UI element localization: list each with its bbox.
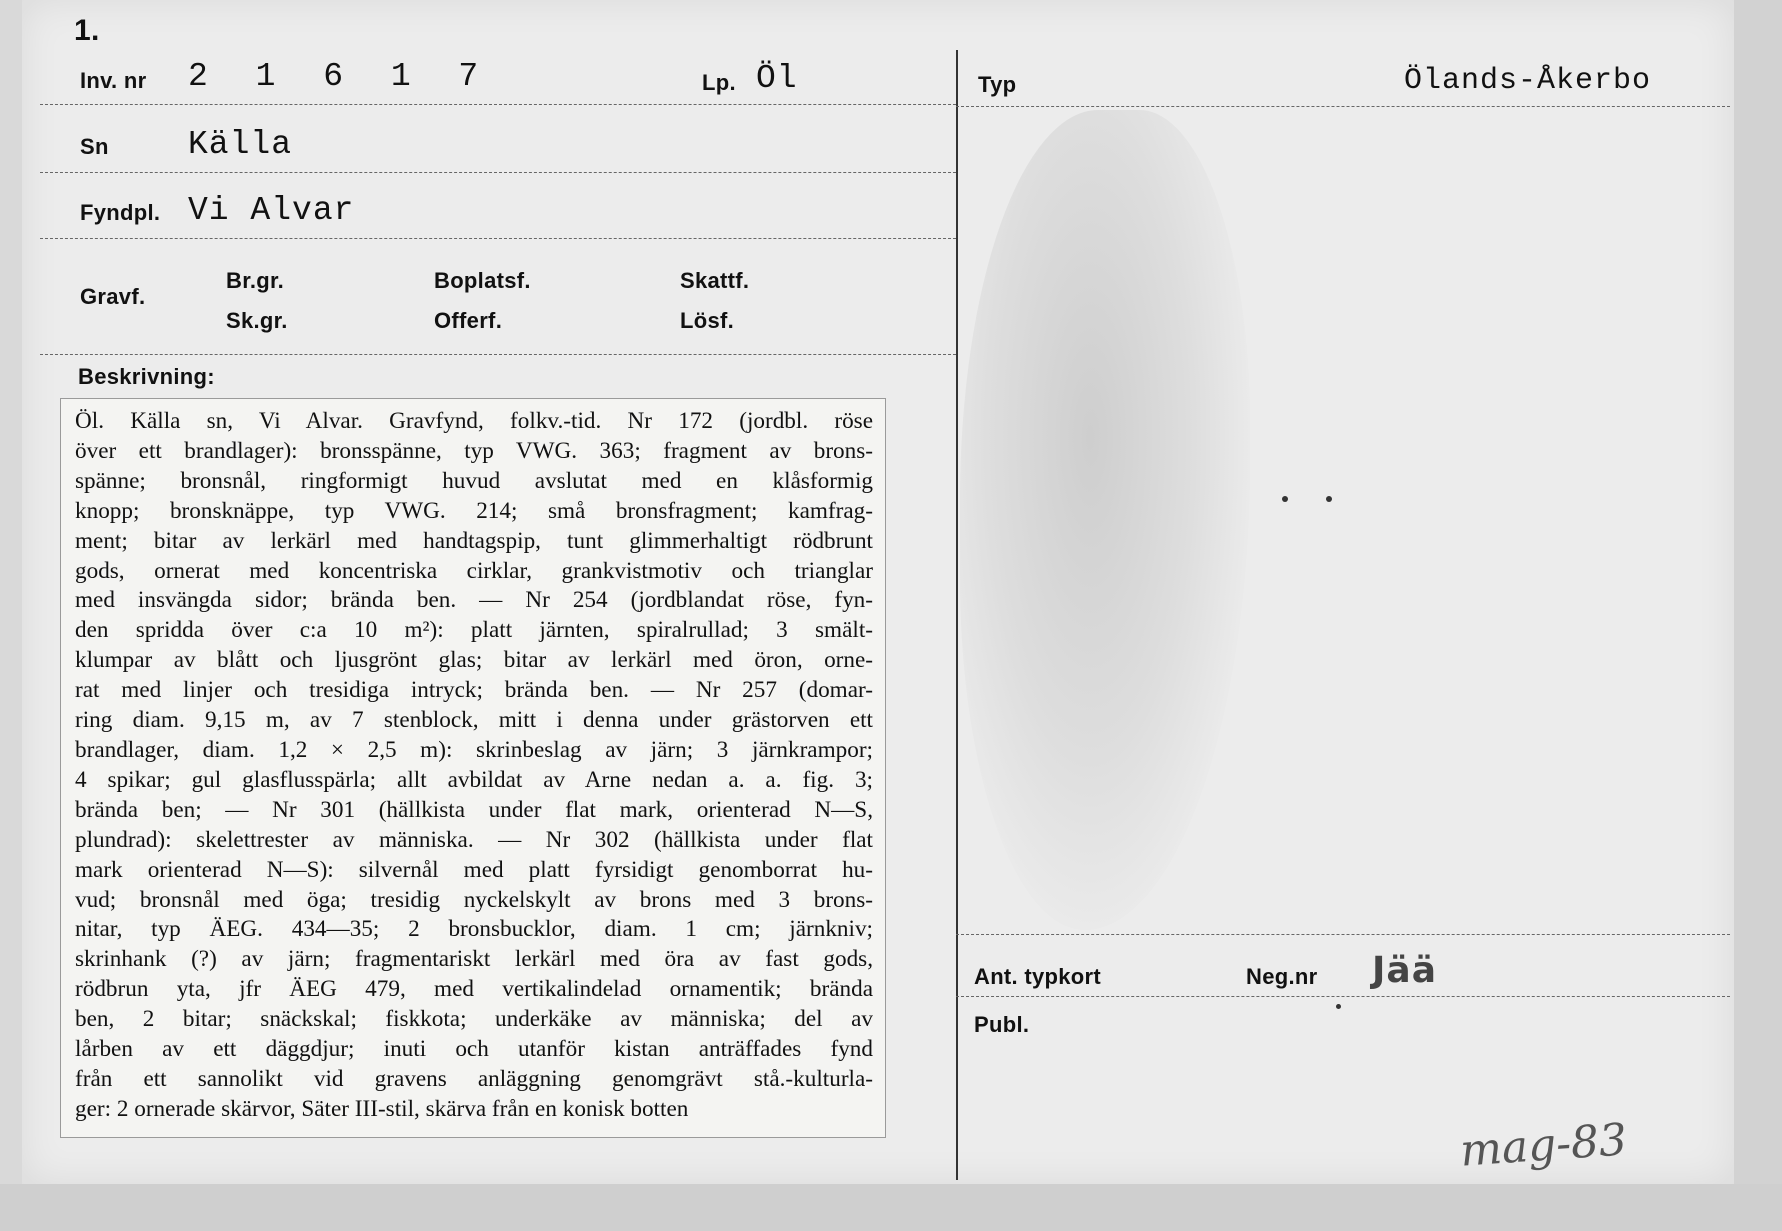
- fyndpl-label: Fyndpl.: [80, 200, 161, 225]
- lp-value: Öl: [756, 60, 798, 97]
- description-line: plundrad): skelettrester av människa. — Nr 302 (hällkista under flat: [75, 826, 873, 853]
- description-line: rat med linjer och tresidiga intryck; brända ben. — Nr 257 (domar-: [75, 677, 873, 704]
- neg-nr-label: Neg.nr: [1246, 964, 1318, 989]
- row-rule: [40, 104, 956, 105]
- card-edge-bottom: [0, 1184, 1782, 1231]
- row-rule: [40, 238, 956, 239]
- description-text: [75, 407, 873, 1125]
- beskrivning-label: Beskrivning:: [78, 364, 215, 389]
- column-divider: [956, 50, 958, 1180]
- inv-nr-value: 2 1 6 1 7: [188, 58, 493, 95]
- description-line: 4 spikar; gul glasflusspärla; allt avbildat av Arne nedan a. a. fig. 3;: [75, 766, 873, 793]
- description-line: knopp; bronsknäppe, typ VWG. 214; små bronsfragment; kamfrag-: [75, 497, 873, 524]
- description-line: Öl. Källa sn, Vi Alvar. Gravfynd, folkv.-tid. Nr 172 (jordbl. röse: [75, 408, 873, 434]
- inv-nr-label: Inv. nr: [80, 68, 147, 93]
- row-rule: [956, 996, 1730, 997]
- typ-value: Ölands-Åkerbo: [1404, 64, 1652, 98]
- row-rule: [40, 172, 956, 173]
- description-line: vud; bronsnål med öga; tresidig nyckelskylt av brons med 3 brons-: [75, 886, 873, 913]
- description-line: klumpar av blått och ljusgrönt glas; bitar av lerkärl med öron, orne-: [75, 647, 873, 674]
- description-line: gods, ornerat med koncentriska cirklar, grankvistmotiv och trianglar: [75, 557, 873, 584]
- offerf-label: Offerf.: [434, 308, 503, 333]
- row-rule: [956, 106, 1730, 107]
- description-line: från ett sannolikt vid gravens anläggning genomgrävt stå.-kulturla-: [75, 1065, 873, 1092]
- description-line: lårben av ett däggdjur; inuti och utanför kistan anträffades fynd: [75, 1036, 873, 1063]
- description-line: över ett brandlager): bronsspänne, typ VWG. 363; fragment av brons-: [75, 437, 873, 464]
- neg-nr-value: Jää: [1372, 950, 1437, 991]
- description-line: brandlager, diam. 1,2 × 2,5 m): skrinbeslag av järn; 3 järnkrampor;: [75, 736, 873, 763]
- card-number: 1.: [74, 14, 100, 47]
- description-line: rödbrun yta, jfr ÄEG 479, med vertikalindelad ornamentik; brända: [75, 976, 873, 1003]
- description-line: ben, 2 bitar; snäckskal; fiskkota; underkäke av människa; del av: [75, 1006, 873, 1033]
- skattf-label: Skattf.: [680, 268, 750, 293]
- lp-label: Lp.: [702, 70, 736, 95]
- fyndpl-value: Vi Alvar: [188, 192, 355, 229]
- description-line: spänne; bronsnål, ringformigt huvud avslutat med en klåsformig: [75, 467, 873, 494]
- description-line: ger: 2 ornerade skärvor, Säter III-stil, skärva från en konisk botten: [75, 1095, 689, 1122]
- brgr-label: Br.gr.: [226, 268, 285, 293]
- sn-label: Sn: [80, 134, 109, 159]
- description-line: ring diam. 9,15 m, av 7 stenblock, mitt i denna under grästorven ett: [75, 707, 873, 734]
- description-line: mark orienterad N—S): silvernål med platt fyrsidigt genomborrat hu-: [75, 856, 873, 883]
- row-rule: [956, 934, 1730, 935]
- card-edge: [1734, 0, 1782, 1231]
- ink-dot: [1282, 496, 1288, 502]
- publ-label: Publ.: [974, 1012, 1030, 1037]
- sn-value: Källa: [188, 126, 293, 163]
- losf-label: Lösf.: [680, 308, 735, 333]
- boplatsf-label: Boplatsf.: [434, 268, 531, 293]
- row-rule: [40, 354, 956, 355]
- description-line: den spridda över c:a 10 m²): platt järnten, spiralrullad; 3 smält-: [75, 617, 873, 644]
- ink-dot: [1326, 496, 1332, 502]
- description-line: skrinhank (?) av järn; fragmentariskt lerkärl med öra av fast gods,: [75, 946, 873, 973]
- handwritten-note: mag-83: [1458, 1114, 1629, 1177]
- description-line: nitar, typ ÄEG. 434—35; 2 bronsbucklor, diam. 1 cm; järnkniv;: [75, 916, 873, 943]
- ant-typkort-label: Ant. typkort: [974, 964, 1102, 989]
- description-clipping: [60, 398, 886, 1138]
- gravf-label: Gravf.: [80, 284, 146, 309]
- typ-label: Typ: [978, 72, 1017, 97]
- description-line: brända ben; — Nr 301 (hällkista under flat mark, orienterad N—S,: [75, 796, 873, 823]
- ink-dot: [1336, 1004, 1341, 1009]
- description-line: ment; bitar av lerkärl med handtagspip, tunt glimmerhaltigt rödbrunt: [75, 527, 873, 554]
- description-line: med insvängda sidor; brända ben. — Nr 254 (jordblandat röse, fyn-: [75, 587, 873, 614]
- skgr-label: Sk.gr.: [226, 308, 288, 333]
